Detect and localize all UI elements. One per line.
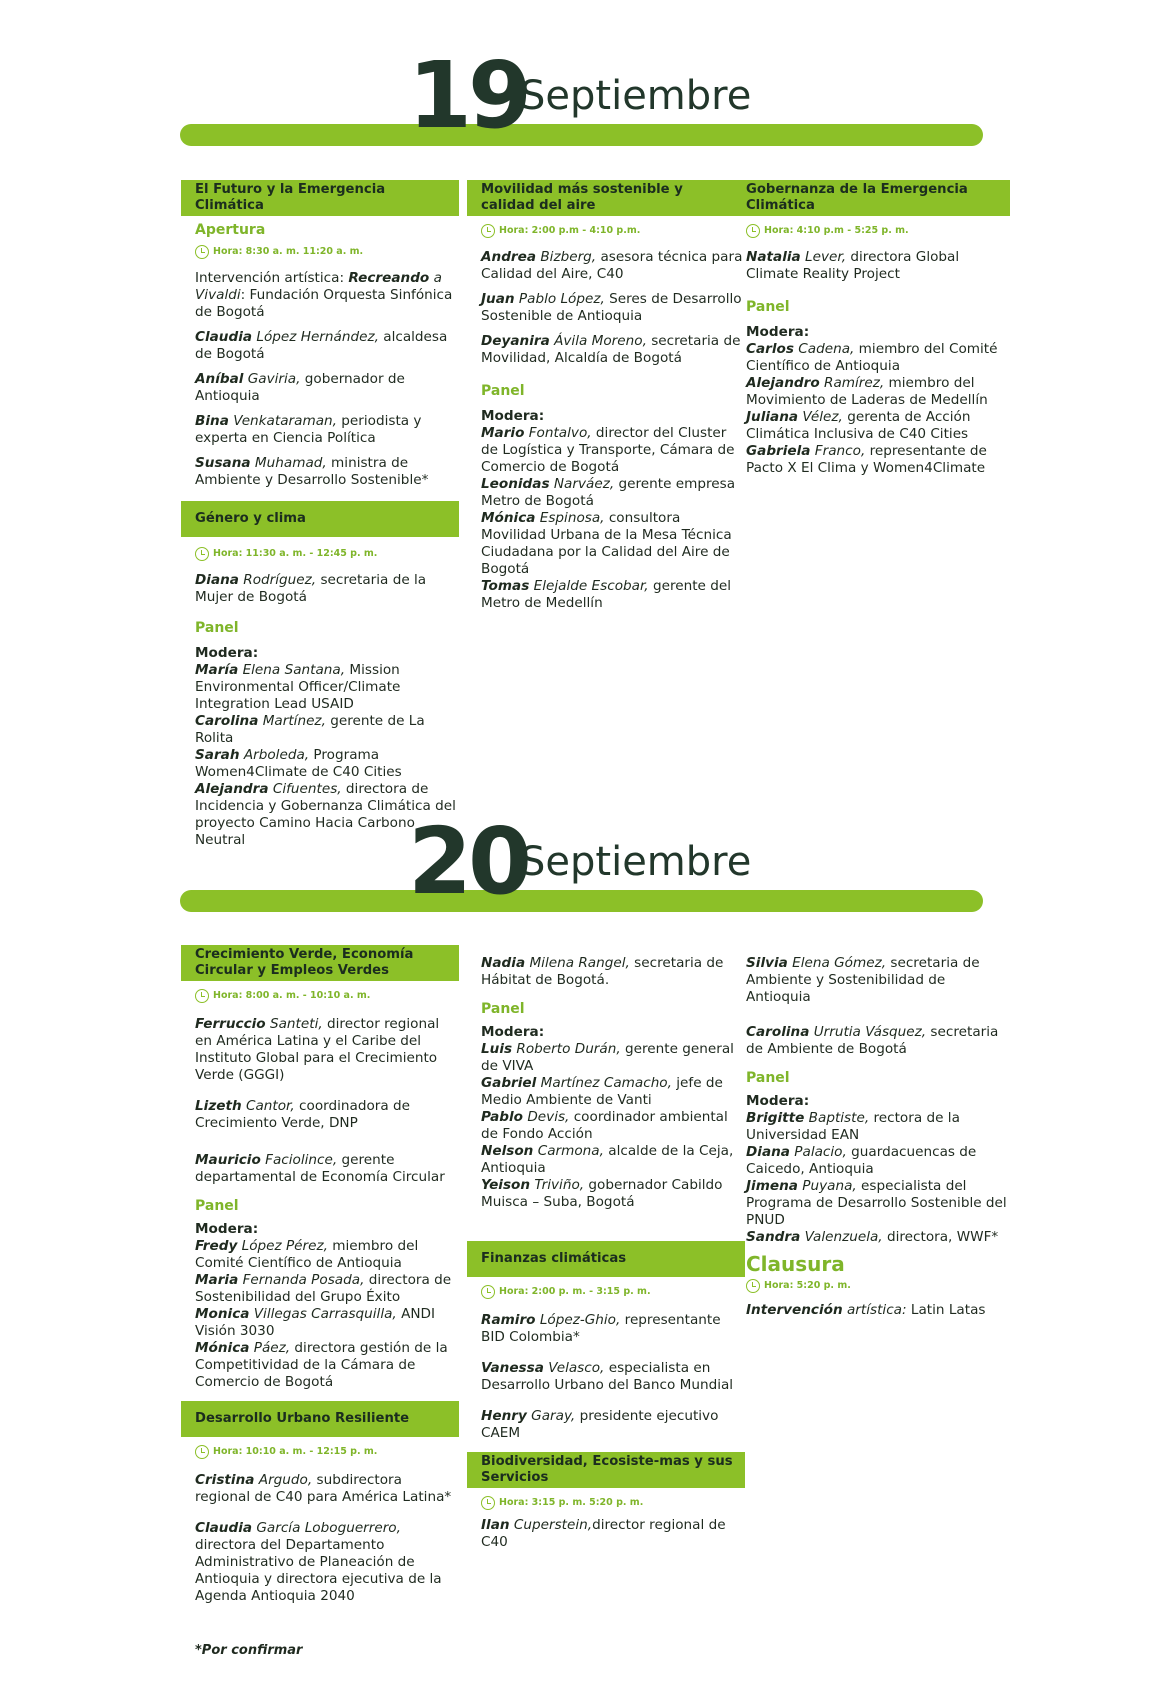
panelist-entry: Sarah Arboleda, Programa Women4Climate de C40 Cities <box>195 747 402 780</box>
speaker-entry: Juan Pablo López, Seres de Desarrollo Sostenible de Antioquia <box>481 291 742 324</box>
speaker-entry: Claudia García Loboguerrero, directora del Departamento Administrativo de Planeación de Antioquia y directora ejecutiva de la Agenda Antioquia 2040 <box>195 1520 442 1604</box>
panelist-entry: Carlos Cadena, miembro del Comité Científico de Antioquia <box>746 341 998 374</box>
subheading-panel: Panel <box>195 620 239 636</box>
time-row: Hora: 10:10 a. m. - 12:15 p. m. <box>195 1443 459 1460</box>
panelist-entry: Luis Roberto Durán, gerente general de VIVA <box>481 1041 734 1074</box>
time-row: Hora: 11:30 a. m. - 12:45 p. m. <box>195 545 459 562</box>
header-bar <box>180 890 983 912</box>
day-number: 19 <box>408 42 529 149</box>
time-row: Hora: 5:20 p. m. <box>746 1277 1010 1294</box>
speaker-entry: Deyanira Ávila Moreno, secretaria de Movilidad, Alcaldía de Bogotá <box>481 333 741 366</box>
section-title: Crecimiento Verde, Economía Circular y Empleos Verdes <box>181 945 459 981</box>
speaker-entry: Lizeth Cantor, coordinadora de Crecimiento Verde, DNP <box>195 1098 411 1131</box>
panelist-entry: Juliana Vélez, gerenta de Acción Climática Inclusiva de C40 Cities <box>746 409 971 442</box>
panelist-entry: Yeison Triviño, gobernador Cabildo Muisca – Suba, Bogotá <box>481 1177 723 1210</box>
subheading-panel: Panel <box>746 1070 790 1086</box>
panelist-entry: Pablo Devis, coordinador ambiental de Fondo Acción <box>481 1109 728 1142</box>
speaker-entry: Intervención artística: Latin Latas <box>746 1302 986 1318</box>
section-title: Desarrollo Urbano Resiliente <box>181 1401 459 1437</box>
month-label: Septiembre <box>520 73 752 119</box>
speaker-entry: Mauricio Faciolince, gerente departamental de Economía Circular <box>195 1152 445 1185</box>
moderator-label: Modera: <box>746 1093 810 1109</box>
panelist-entry: Nelson Carmona, alcalde de la Ceja, Antioquia <box>481 1143 734 1176</box>
panelist-entry: Gabriela Franco, representante de Pacto X El Clima y Women4Climate <box>746 443 987 476</box>
panelist-entry: Gabriel Martínez Camacho, jefe de Medio Ambiente de Vanti <box>481 1075 723 1108</box>
moderator-label: Modera: <box>481 1024 545 1040</box>
panelist-entry: María Elena Santana, Mission Environmental Officer/Climate Integration Lead USAID <box>195 662 401 712</box>
day20-column-2 <box>467 955 745 1559</box>
speaker-entry: Ferruccio Santeti, director regional en América Latina y el Caribe del Instituto Global para el Crecimiento Verde (GGGI) <box>195 1016 440 1083</box>
speaker-entry: Aníbal Gaviria, gobernador de Antioquia <box>195 371 405 404</box>
speaker-entry: Henry Garay, presidente ejecutivo CAEM <box>481 1408 719 1441</box>
speaker-entry: Ilan Cuperstein,director regional de C40 <box>481 1517 726 1550</box>
panelist-entry: Mónica Páez, directora gestión de la Competitividad de la Cámara de Comercio de Bogotá <box>195 1340 448 1390</box>
clock-icon <box>195 1445 209 1459</box>
speaker-entry: Intervención artística: Recreando a Vivaldi: Fundación Orquesta Sinfónica de Bogotá <box>195 270 453 320</box>
panelist-entry: Jimena Puyana, especialista del Programa de Desarrollo Sostenible del PNUD <box>746 1178 1007 1228</box>
speaker-entry: Ramiro López-Ghio, representante BID Colombia* <box>481 1312 721 1345</box>
day19-column-1 <box>181 180 459 849</box>
section-title: Género y clima <box>181 501 459 537</box>
subheading-clausura: Clausura <box>746 1252 845 1276</box>
time-row: Hora: 3:15 p. m. 5:20 p. m. <box>481 1494 745 1511</box>
section-title: El Futuro y la Emergencia Climática <box>181 180 459 216</box>
panelist-entry: Fredy López Pérez, miembro del Comité Científico de Antioquia <box>195 1238 419 1271</box>
month-label: Septiembre <box>520 839 752 885</box>
subheading-panel: Panel <box>195 1198 239 1214</box>
moderator-label: Modera: <box>481 408 545 424</box>
time-row: Hora: 2:00 p. m. - 3:15 p. m. <box>481 1283 745 1300</box>
day-header-19 <box>180 42 983 150</box>
clock-icon <box>195 989 209 1003</box>
panelist-entry: Alejandra Cifuentes, directora de Incidencia y Gobernanza Climática del proyecto Camino Hacia Carbono Neutral <box>195 781 456 848</box>
day-number: 20 <box>408 808 529 915</box>
speaker-entry: Nadia Milena Rangel, secretaria de Hábitat de Bogotá. <box>481 955 724 988</box>
speaker-entry: Vanessa Velasco, especialista en Desarrollo Urbano del Banco Mundial <box>481 1360 734 1393</box>
time-row: Hora: 8:00 a. m. - 10:10 a. m. <box>195 987 459 1004</box>
speaker-entry: Claudia López Hernández, alcaldesa de Bogotá <box>195 329 448 362</box>
day20-column-1 <box>181 945 459 1613</box>
panelist-entry: Mario Fontalvo, director del Cluster de Logística y Transporte, Cámara de Comercio de Bogotá <box>481 425 735 475</box>
section-title: Movilidad más sostenible y calidad del aire <box>467 180 745 216</box>
speaker-entry: Andrea Bizberg, asesora técnica para Calidad del Aire, C40 <box>481 249 743 282</box>
panelist-entry: Carolina Martínez, gerente de La Rolita <box>195 713 425 746</box>
speaker-entry: Susana Muhamad, ministra de Ambiente y Desarrollo Sostenible* <box>195 455 429 488</box>
section-title: Finanzas climáticas <box>467 1241 745 1277</box>
time-row: Hora: 8:30 a. m. 11:20 a. m. <box>195 243 459 260</box>
speaker-entry: Silvia Elena Gómez, secretaria de Ambiente y Sostenibilidad de Antioquia <box>746 955 980 1005</box>
panelist-entry: Mónica Espinosa, consultora Movilidad Urbana de la Mesa Técnica Ciudadana por la Calidad del Aire de Bogotá <box>481 510 732 577</box>
footnote: *Por confirmar <box>195 1643 303 1658</box>
clock-icon <box>481 1285 495 1299</box>
day19-column-2 <box>467 180 745 612</box>
clock-icon <box>746 224 760 238</box>
clock-icon <box>195 547 209 561</box>
time-row: Hora: 2:00 p.m - 4:10 p.m. <box>481 222 745 239</box>
time-row: Hora: 4:10 p.m - 5:25 p. m. <box>746 222 1010 239</box>
subheading-panel: Panel <box>481 383 525 399</box>
moderator-label: Modera: <box>195 1221 259 1237</box>
speaker-entry: Cristina Argudo, subdirectora regional de C40 para América Latina* <box>195 1472 452 1505</box>
subheading-apertura: Apertura <box>195 222 266 238</box>
clock-icon <box>481 224 495 238</box>
panelist-entry: Sandra Valenzuela, directora, WWF* <box>746 1229 999 1245</box>
panelist-entry: Brigitte Baptiste, rectora de la Universidad EAN <box>746 1110 960 1143</box>
panelist-entry: Monica Villegas Carrasquilla, ANDI Visión 3030 <box>195 1306 436 1339</box>
speaker-entry: Bina Venkataraman, periodista y experta en Ciencia Política <box>195 413 422 446</box>
day20-column-3 <box>732 955 1010 1327</box>
moderator-label: Modera: <box>195 645 259 661</box>
panelist-entry: Alejandro Ramírez, miembro del Movimiento de Laderas de Medellín <box>746 375 988 408</box>
speaker-entry: Natalia Lever, directora Global Climate Reality Project <box>746 249 960 282</box>
clock-icon <box>746 1279 760 1293</box>
section-title: Biodiversidad, Ecosiste-mas y sus Servicios <box>467 1452 745 1488</box>
subheading-panel: Panel <box>481 1001 525 1017</box>
panelist-entry: Tomas Elejalde Escobar, gerente del Metro de Medellín <box>481 578 732 611</box>
speaker-entry: Diana Rodríguez, secretaria de la Mujer de Bogotá <box>195 572 427 605</box>
day19-column-3 <box>732 180 1010 477</box>
clock-icon <box>195 245 209 259</box>
subheading-panel: Panel <box>746 299 790 315</box>
speaker-entry: Carolina Urrutia Vásquez, secretaria de Ambiente de Bogotá <box>746 1024 999 1057</box>
panelist-entry: Leonidas Narváez, gerente empresa Metro de Bogotá <box>481 476 736 509</box>
header-bar <box>180 124 983 146</box>
clock-icon <box>481 1496 495 1510</box>
moderator-label: Modera: <box>746 324 810 340</box>
panelist-entry: Maria Fernanda Posada, directora de Sostenibilidad del Grupo Éxito <box>195 1272 452 1305</box>
panelist-entry: Diana Palacio, guardacuencas de Caicedo, Antioquia <box>746 1144 977 1177</box>
section-title: Gobernanza de la Emergencia Climática <box>732 180 1010 216</box>
